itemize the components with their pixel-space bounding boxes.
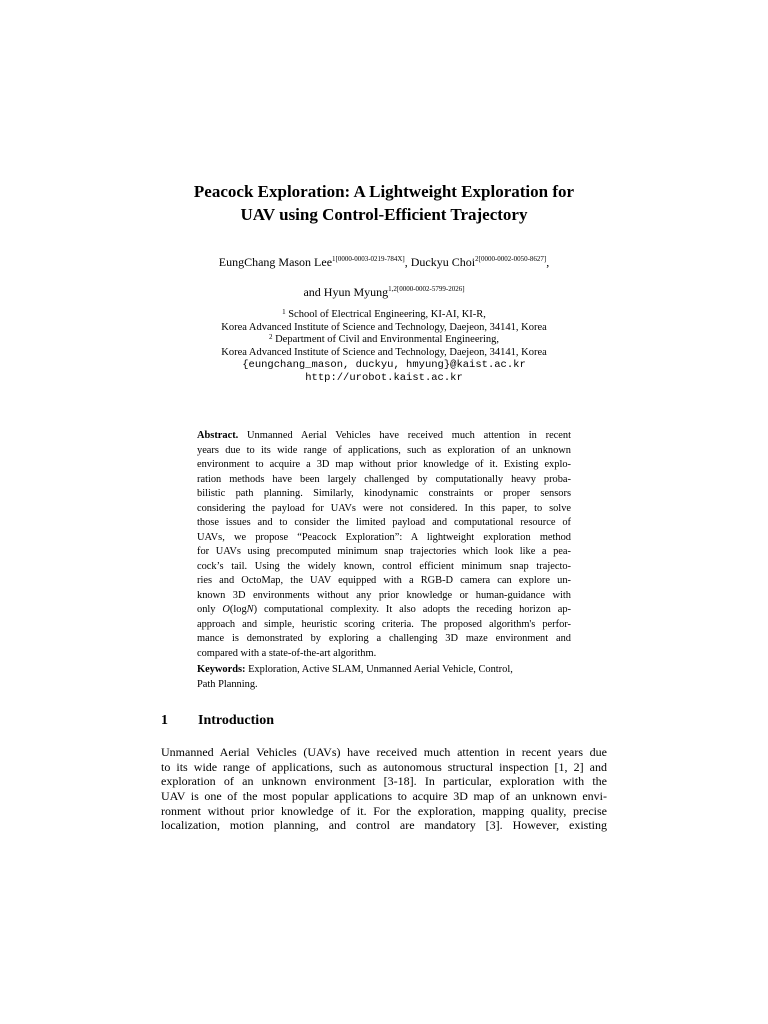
author-name: EungChang Mason Lee	[218, 255, 333, 269]
affiliations	[0, 309, 768, 385]
keywords-line	[197, 663, 571, 678]
abstract-line: those issues and to consider the limited payload and computational resource of	[197, 517, 571, 528]
abstract-text: only	[197, 604, 223, 615]
abstract-line: cock’s tail. Using the widely known, control efficient minimum snap trajecto-	[197, 560, 571, 572]
keywords-label: Keywords:	[197, 664, 246, 675]
author-line-1	[0, 255, 768, 270]
keywords-line: Path Planning.	[197, 678, 258, 690]
affiliation-1-institute: Korea Advanced Institute of Science and Technology, Daejeon, 34141, Korea	[221, 321, 547, 333]
separator: ,	[404, 255, 411, 269]
body-line: ronment without prior knowledge of it. For the exploration, mapping quality, precise	[161, 803, 607, 818]
abstract-line: environment to acquire a 3D map without prior knowledge of it. Existing explo-	[197, 459, 571, 470]
affiliation-2	[0, 334, 768, 347]
abstract-text: ) computational complexity. It also adopts the receding horizon ap-	[253, 604, 571, 615]
abstract-line: approach and simple, heuristic scoring criteria. The proposed algorithm's perfor-	[197, 618, 571, 630]
math-symbol: N	[246, 604, 254, 615]
abstract	[197, 429, 571, 661]
abstract-line: for UAVs using precomputed minimum snap trajectories which look like a pea-	[197, 546, 571, 557]
section-number: 1	[161, 713, 168, 728]
author-orcid: 2[0000-0002-0050-8627]	[475, 255, 547, 263]
author-name: Hyun Myung	[323, 285, 389, 299]
abstract-text: (log	[229, 604, 247, 615]
abstract-label: Abstract.	[197, 430, 239, 441]
abstract-line: known 3D environments without any prior knowledge or human-guidance with	[197, 589, 571, 601]
affiliation-text: Department of Civil and Environmental Engineering,	[272, 334, 500, 346]
separator: ,	[546, 255, 550, 269]
body-line: to its wide range of applications, such as autonomous structural inspection [1, 2] and	[161, 759, 607, 774]
affiliation-marker: 2	[268, 333, 273, 342]
author-emails: {eungchang_mason, duckyu, hmyung}@kaist.ac.kr	[242, 359, 526, 372]
abstract-line	[197, 603, 571, 618]
abstract-line: considering the payload for UAVs were not considered. In this paper, to solve	[197, 502, 571, 514]
abstract-line: mance is demonstrated by exploring a challenging 3D maze environment and	[197, 633, 571, 644]
affiliation-2-institute: Korea Advanced Institute of Science and Technology, Daejeon, 34141, Korea	[221, 346, 547, 358]
abstract-line: years due to its wide range of applications, such as exploration of an unknown	[197, 444, 571, 456]
affiliation-text: School of Electrical Engineering, KI-AI, KI-R,	[285, 309, 486, 320]
title-line-2: UAV using Control-Efficient Trajectory	[240, 205, 528, 224]
intro-paragraph	[161, 745, 607, 833]
body-line: UAV is one of the most popular applications to acquire 3D map of an unknown envi-	[161, 789, 607, 804]
body-line: localization, motion planning, and control are mandatory [3]. However, existing	[161, 818, 607, 833]
abstract-line: ration methods have been largely challenged by computationally heavy proba-	[197, 473, 571, 485]
abstract-line: compared with a state-of-the-art algorithm.	[197, 647, 377, 659]
abstract-line: UAVs, we propose “Peacock Exploration”: A lightweight exploration method	[197, 531, 571, 543]
author-name: Duckyu Choi	[410, 255, 476, 269]
keywords	[197, 663, 571, 692]
author-orcid: 1,2[0000-0002-5799-2026]	[388, 285, 465, 293]
keywords-text: Exploration, Active SLAM, Unmanned Aerial Vehicle, Control,	[245, 664, 513, 675]
abstract-line: bilistic path planning. Similarly, kinodynamic constraints or proper sensors	[197, 488, 571, 499]
conjunction: and	[303, 285, 324, 299]
math-symbol: O	[222, 604, 230, 615]
abstract-line: ries and OctoMap, the UAV equipped with a RGB-D camera can explore un-	[197, 575, 571, 586]
section-title: Introduction	[198, 713, 274, 728]
lab-url: http://urobot.kaist.ac.kr	[305, 371, 463, 384]
affiliation-marker: 1	[282, 308, 286, 316]
title-line-1: Peacock Exploration: A Lightweight Exploration for	[193, 182, 575, 201]
body-line: exploration of an unknown environment [3-18]. In particular, exploration with the	[161, 774, 607, 789]
author-line-2	[0, 285, 768, 300]
section-heading	[161, 713, 274, 729]
abstract-text: Unmanned Aerial Vehicles have received much attention in recent	[238, 430, 571, 441]
author-orcid: 1[0000-0003-0219-784X]	[332, 255, 405, 263]
paper-title	[0, 180, 768, 226]
abstract-line	[197, 429, 571, 444]
affiliation-1	[0, 309, 768, 322]
body-line: Unmanned Aerial Vehicles (UAVs) have received much attention in recent years due	[161, 745, 607, 759]
